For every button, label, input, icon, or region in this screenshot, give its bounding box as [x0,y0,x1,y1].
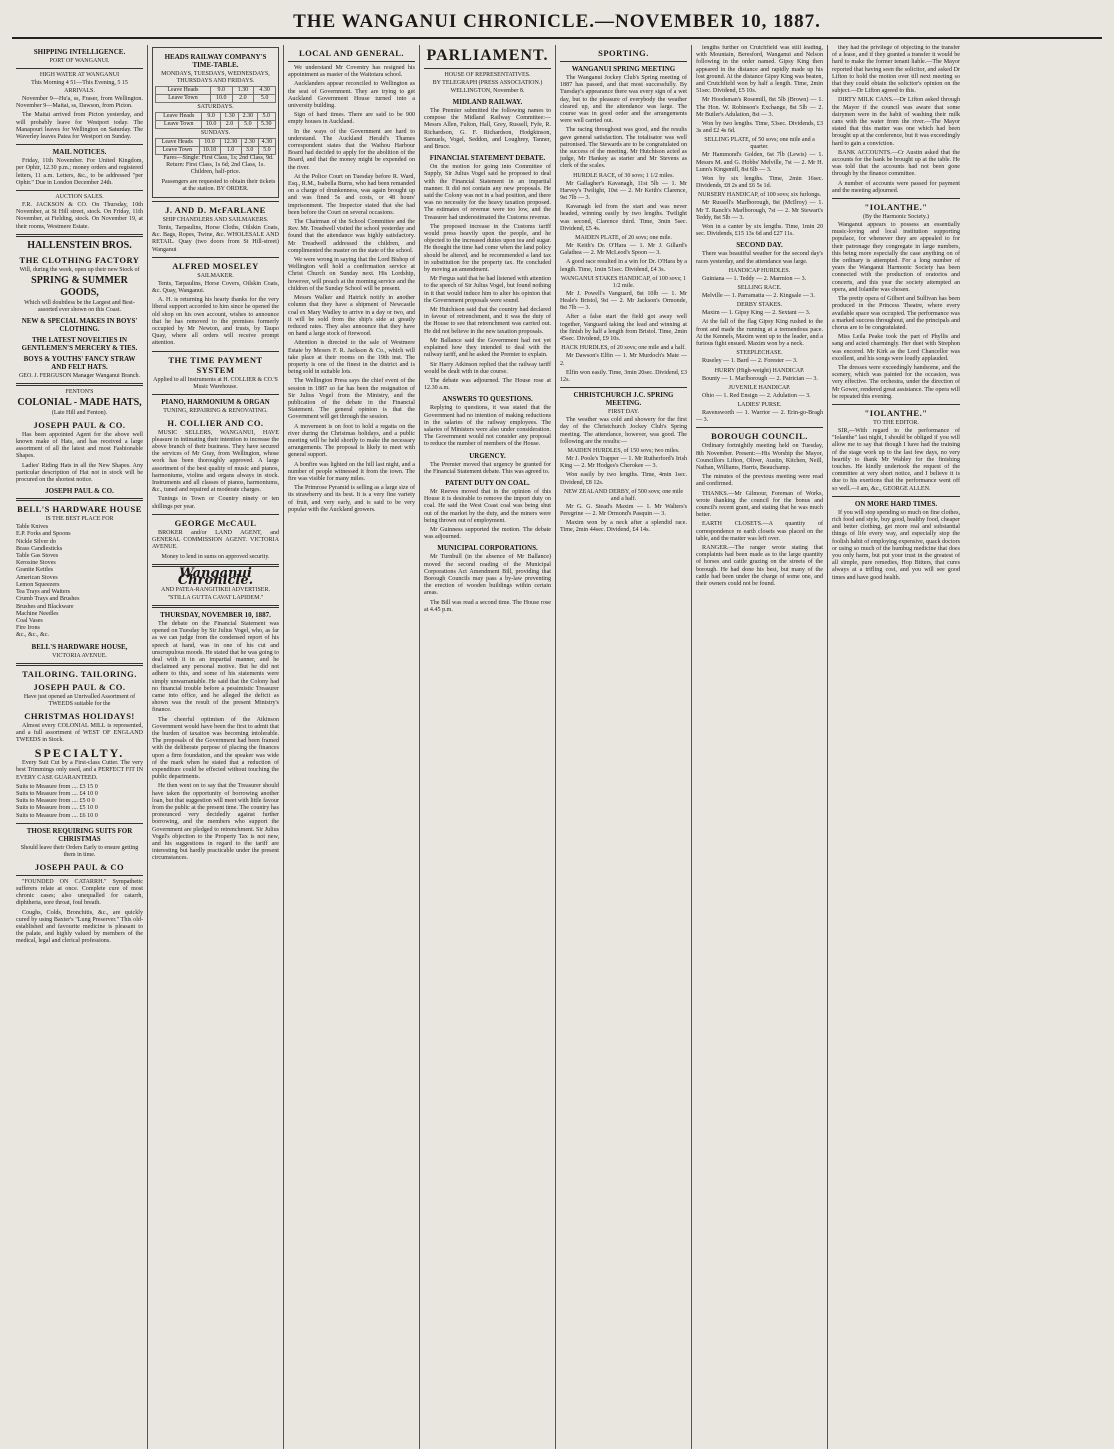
best-place: IS THE BEST PLACE FOR [45,516,114,523]
parl-p12: Mr Guinness supported the motion. The debate was adjourned. [424,526,551,541]
leave-heads-label: Leave Heads [156,87,211,95]
local-p1: We understand Mr Coventry has resigned his appointment as master of the Waitotara school. [288,65,415,79]
parl-p4: Mr Fergus said that he had listened with attention to the speech of Sir Julius Vogel, but found nothing in it that would induce him to alter his opinion that the Government proposals were sound. [424,276,551,304]
column-1 [12,45,148,1449]
parl-p6: Mr Ballance said the Government had not yet explained how they intended to deal with the railway tariff, and he asked the Premier to explain. [424,337,551,359]
steeple-results: Ruseley — 1. Bard — 2. Forester — 3. [702,358,798,365]
mcfarlane-text: Tents, Tarpaulins, Horse Cloths, Oilskin Coats, &c. Bags, Ropes, Twine, &c. WHOLESALE AND RETAIL. Quay (two doors from St Hill-street) Wanganui [152,225,279,253]
c6-p9: The minutes of the previous meeting were read and confirmed. [696,474,823,488]
handicap-results: Mr J. Powell's Vanguard, 8st 10lb — 1. Mr Heale's Bristol, 9st — 2. Mr Jackson's Ormonde, 8st 7lb — 3. [560,290,687,312]
c6-p8: Ordinary fortnightly meeting held on Tuesday, 8th November. Present:—His Worship the Mayor, Councillors Lifton, Oliver, Austin, Kitchen, Neill, Nathan, Williams, Harris, Beauchamp. [696,443,823,471]
hurdles2-title: HANDICAP HURDLES. [728,267,791,274]
clothing-title: THE CLOTHING FACTORY [19,254,140,265]
coughs-text: Coughs, Colds, Bronchitis, &c., are quickly cured by using Baxter's "Lung Preserver." This old-established and favourite medicine is pleasant to the palate, and highly valued by members of the medical, legal and clerical professions. [16,909,143,945]
novelties-title: THE LATEST NOVELTIES IN GENTLEMEN'S MERCERY & TIES. [21,335,138,352]
wjc-title: WANGANUI SPRING MEETING [571,65,676,73]
hardware-item: Kerosine Stoves [16,560,56,567]
sport-p2: The racing throughout was good, and the results gave general satisfaction. The totalisator was well patronised. The Stewards are to be congratulated on the success of the meeting. Mr Hutchison acted as judge, Mr Hankey as starter and Mr Stevens as clerk of the scales. [560,127,687,170]
hurdles2-results: Guiniana — 1. Teddy — 2. Marmion — 3. [702,275,807,282]
suit-price-item: Suits to Measure from .... £5 0 0 [16,798,95,805]
parl-p9: Replying to questions, it was stated that the Government had no intention of making reductions in the salaries of the railway employees. The salaries of Ministers were also under consideration. The Government would not consider any proposal to reduce the number of members of the House. [424,405,551,448]
masthead: THE WANGANUI CHRONICLE.—NOVEMBER 10, 1887. [12,10,1102,39]
hard-times-text: If you will stop spending so much on fine clothes, rich food and style, buy good, healthy food, cheaper and better clothing, get more real and substantial things of life every way, and especially stop the foolish habit of employing expensive, quack doctors or using so much of the humbug medicine that does you only harm, but put your trust in the greatest of all simple, pure remedies, Hop Bitters, that cures always at a trifling cost, and you will see good times and have good health. [832,509,960,581]
c6-p5: Won in a canter by six lengths. Time, 1min 20 sec. Dividends, £15 13s 6d and £27 11s. [696,224,823,238]
derby2-title: DERBY STAKES. [736,302,783,309]
hardware-item: Lemon Squeezers [16,581,60,588]
time-payment-title: THE TIME PAYMENT SYSTEM [168,354,263,375]
colonial-hats-title: COLONIAL - MADE HATS, [17,396,142,408]
george-text: BROKER and/or LAND AGENT, and GENERAL COMMISSION AGENT. VICTORIA AVENUE. [152,529,279,551]
days-1: MONDAYS, TUESDAYS, WEDNESDAYS, THURSDAYS AND FRIDAYS. [161,71,270,84]
specialty-text: Every Suit Cut by a First-class Cutter. The very best Trimmings only used, and a PERFECT FIT IN EVERY CASE GUARANTEED. [16,760,143,781]
those-title: THOSE REQUIRING SUITS FOR CHRISTMAS [26,826,133,843]
hardware-item: Crumb Trays and Brushes [16,596,80,603]
local-p7: We were wrong in saying that the Lord Bishop of Wellington will hold a confirmation service at Christ Church on Sunday next. His Lordship, however, will preach at the morning service and the children of the Sunday School will be present. [288,257,415,292]
column-5 [556,45,692,1449]
collier-text: MUSIC SELLERS, WANGANUI, HAVE pleasure in intimating their intention to increase the above branch of their business. They have secured the services of Mr Gray, from Wellington, whose work has been thoroughly approved. A large assortment of the best quality of music and pianos, harmoniums, violins and organs always in stock. Instruments and all classes of pianos, harmoniums, &c., tuned and repaired at moderate charges. [152,429,279,494]
victoria-text: VICTORIA AVENUE. [52,652,107,659]
sport-p4: A good race resulted in a win for Dr. O'Hara by a length. Time, 1min 51sec. Dividend, £4 3s. [560,259,687,273]
steeple-title: STEEPLECHASE. [736,350,783,357]
juvenile-title: JUVENILE HANDICAP. [728,384,791,391]
issue-date: THURSDAY, NOVEMBER 10, 1887. [160,610,271,619]
hardware-list [16,524,143,639]
reps-title: HOUSE OF REPRESENTATIVES. [444,72,531,78]
c6-p6: There was beautiful weather for the second day's races yesterday, and the attendance was large. [696,251,823,265]
by-harmonic: (By the Harmonic Society.) [863,214,929,221]
place-date: WELLINGTON, November 8. [450,88,525,94]
piano-sub: TUNING, REPAIRING & RENOVATING. [163,407,268,414]
auction-text: F.R. JACKSON & CO. On Thursday, 10th November, at St Hill street, stock. On Friday, 11th November, at Fielding, stock. On November 19, at their rooms, Westmere Estate. [16,202,143,230]
c6-p3: Won by two lengths. Time, 53sec. Dividends, £3 3s and £2 4s 6d. [696,121,823,135]
alfred-sub: SAILMAKER. [197,272,234,279]
george-title: GEORGE McCAUL [174,517,257,528]
parliament-title: PARLIAMENT. [426,47,549,64]
suits-list [16,784,143,820]
handicap-title: WANGANUI STAKES HANDICAP, of 100 sovs; 1 1/2 mile. [560,275,687,289]
column-6 [692,45,828,1449]
late-text: (Late Hill and Fenton). [51,409,108,416]
parl-p5: Mr Hutchison said that the country had declared in favour of retrenchment, and it was the duty of the House to see that retrenchment was carried out. He did not believe in the new taxation proposals. [424,307,551,335]
hardware-item: Fire Irons [16,625,40,632]
borough-title: BOROUGH COUNCIL. [711,431,808,442]
local-p11: A movement is on foot to hold a regatta on the river during the Christmas holidays, and a public meeting will be held shortly to make the necessary arrangements. The proposal is likely to meet with general support. [288,423,415,459]
nursery-results: Mr Russell's Marlborough, 8st (McIlroy) — 1. Mr T. Ranch's Marlborough, 7st — 2. Mr Stewart's Teddy, 8st 5lb — 3. [696,200,823,221]
local-p9: Attention is directed to the sale of Westmere Estate by Messrs F. R. Jackson & Co., which will take place at their rooms on the 19th inst. The property is one of the finest in the district and is being sold in suitable lots. [288,340,415,376]
time-payment-text: Applied to all Instruments at H. COLLIER & CO.'S Music Warehouse. [153,376,278,390]
collier-title: H. COLLIER AND CO. [167,417,264,428]
a-h-text: A. H. is returning his hearty thanks for the very liberal support accorded to him since he opened the old shop on his own account, wishes to announce that he has removed to the premises formerly occupied by Mr Newton, and trusts, by Taupo Quay, where all orders will receive prompt attention. [152,297,279,347]
joseph-paul-2: JOSEPH PAUL & CO. [45,487,114,496]
selling2-results: Melville — 1. Parramatta — 2. Kingsale — 3. [702,293,815,300]
spring-title: SPRING & SUMMER GOODS, [31,274,128,298]
letter-text: SIR,—With regard to the performance of "Iolanthe" last night, I should be obliged if you will allow me to say that though I have had the training of the stage work up to the last few days, no very heartily to thank Mr Wahley for the finishing touches. He kindly undertook the request of the committee at very short notice, and I believe it is due to his exertions that the performance went off so well.—I am, &c., GEORGE ALLEN. [832,427,960,492]
selling-title: SELLING PLATE, of 50 sovs; one mile and a quarter. [704,137,815,151]
shipping-notes: The Maitai arrived from Picton yesterday, and will probably leave for Westport today. The Manapouri leaves for Wellington on Saturday. The Waverley leaves Patea for Westport on Sunday. [16,112,143,141]
christmas-title: CHRISTMAS HOLIDAYS! [24,710,135,721]
joseph-paul-3: JOSEPH PAUL & CO. [33,681,126,692]
high-water-text: This Morning 4 51—This Evening, 5 15 [31,80,128,86]
letter-title: "IOLANTHE." [864,407,928,418]
money-text: Money to lend in sums on approved security. [161,553,270,560]
high-water-title: HIGH WATER AT WANGANUI [39,72,120,78]
spring-text: Which will doubtless be the Largest and Best-assorted ever shown on this Coast. [24,299,135,313]
joseph-paul-1: JOSEPH PAUL & CO. [33,419,126,430]
hardware-item: Machine Needles [16,610,59,617]
hardware-item: Table Knives [16,524,49,531]
fares-text: Fares—Single: First Class, 1s; 2nd Class, 9d. Return: First Class, 1s 6d; 2nd Class, 1s. Children, half-price. [163,155,274,176]
urgency-title: URGENCY. [469,451,506,460]
parl-p8: The debate was adjourned. The House rose at 12.30 a.m. [424,377,551,392]
hack-title: HACK HURDLES, of 20 sovs; one mile and a half. [561,345,686,352]
hardware-item: Table Gas Stoves [16,553,59,560]
riding-text: Ladies' Riding Hats in all the New Shapes. Any particular description of Hat not in stock will be procured on the shortest notice. [16,462,143,484]
sport-p8: Won easily by two lengths. Time, 4min 1sec. Dividend, £8 12s. [560,472,687,486]
first-day: FIRST DAY. [608,409,639,416]
and-text: AND PATEA-RANGITIKEI ADVERTISER. [161,586,270,593]
leader-p3: He then went on to say that the Treasurer should have taken the opportunity of borrowing another loan, but that suggestion will meet with little favour from the public at the present time. The country has pronounced very decidedly against further borrowing, and the members who support the Government are pledged to retrenchment. Sir Julius Vogel's objection to the Property Tax is not new, and his suggestions in regard to the tariff are interesting but hardly practicable under the present circumstances. [152,783,279,862]
parl-p10: The Premier moved that urgency be granted for the Financial Statement debate. This was agreed to. [424,461,551,475]
local-title: LOCAL AND GENERAL. [298,48,405,58]
colonial-mill-text: Almost every COLONIAL MILL is represented, and a full assortment of WEST OF ENGLAND TWEEDS in Stock. [16,722,143,743]
parl-p11: Mr Reeves moved that in the opinion of this House it is desirable to remove the import duty on coal. He said the West Coast coal was being shut out of the market by the duty, and the miners were being thrown out of employment. [424,488,551,524]
hardware-item: American Stoves [16,574,58,581]
parl-p2: On the motion for going into Committee of Supply, Sir Julius Vogel said he proposed to deal with the Financial Statement in an impartial manner. It did not contain any new proposals. He said the Colony was not in a bad position, and there was no necessity for the heavy taxation proposed. The estimates of revenue were too low, and the Treasurer had underestimated the Customs revenue. [424,164,551,221]
derby-results: Mr G. G. Stead's Maxim — 1. Mr Walters's Peregrine — 2. Mr Ormond's Pasquin — 3. [560,503,687,517]
specialty-title: SPECIALTY. [34,746,125,761]
tailoring-text: Have just opened an Unrivalled Assortment of TWEEDS suitable for the [23,693,136,707]
timetable-2: Leave Heads 9.0 1.30 2.30 5.0 Leave Town 10.0 2.0 5.0 5.30 [155,112,276,129]
answers-title: ANSWERS TO QUESTIONS. [442,395,533,404]
auction-title: AUCTION SALES. [55,194,104,201]
fentons-title: FENTON'S [65,388,94,395]
tunings-text: Tunings in Town or Country ninety or ten shillings per year. [152,496,279,510]
local-p5: At the Police Court on Tuesday before R. Ward, Esq., R.M., Isabella Burns, who had been remanded on a charge of drunkenness, was again brought up and was fined 5s and costs, or 48 hours' imprisonment. The Inspector stated that she had been before the Court on several occasions. [288,173,415,216]
local-p4: In the ways of the Government are hard to understand. The Auckland Herald's Thames correspondent states that the Waihou Harbour Board had decided to apply for the abolition of the Board, and that the money might be expended on the river. [288,128,415,171]
c7-p5: Wanganui appears to possess an essentially music-loving and local institution supporting populace, for whenever they are appealed to for their patronage they congregate in large numbers, this being more especially the case anything on of the ordinary is attempted. For a long number of years the Wanganui Harmonic Society has been connected with the production of oratorios and concerts, and this year the society attempted an opera, and Iolanthe was chosen. [832,222,960,293]
suit-price-item: Suits to Measure from .... £5 10 0 [16,805,98,812]
clothing-text: Will, during the week, open up their new Stock of [19,266,140,273]
leader-p1: The debate on the Financial Statement was opened on Tuesday by Sir Julius Vogel, who, as far as we can judge from the condensed report of his speech at hand, was in one of his cut and unscrupulous moods. He stated that he was going to deal with it in an impartial manner, and he disclaimed any personal motive. But he did not adhere to this, and some of his statements were simply unwarrantable. He said that the Colony had no financial trouble before a pessimistic Treasurer came into office, and he alleged the deficit as shown was the result of the present Ministry's finance. [152,620,279,714]
chronicle-title: Wanganui Chronicle. [177,565,254,588]
local-p13: The Primrose Pyramid is selling as a large size of its strawberry and its best. It is a very fine variety of fruit, and very early, and is said to be very popular with the Auckland growers. [288,485,415,513]
ladies-results: Ravensworth — 1. Warrior — 2. Erin-go-Bragh — 3. [696,409,823,424]
sundays-label: SUNDAYS. [200,130,231,136]
hallenstein-title: HALLENSTEIN BROS. [27,239,132,251]
parl-p3: The proposed increase in the Customs tariff would press heavily upon the people, and he objected to the increased duties upon tea and sugar. He thought the time had come when the land policy should be altered, and he recommended a land tax in substitution for the property tax. He concluded by moving an amendment. [424,223,551,274]
to-editor: TO THE EDITOR. [873,419,919,426]
column-3 [284,45,420,1449]
municipal-title: MUNICIPAL CORPORATIONS. [437,544,538,553]
parl-p14: The Bill was read a second time. The House rose at 4.45 p.m. [424,599,551,613]
column-4 [420,45,556,1449]
hardware-item: &c., &c., &c. [16,632,49,639]
weight-title: HURRY (High-weight) HANDICAP. [714,367,805,374]
mail-title: MAIL NOTICES. [52,148,107,157]
c6-p10: THANKS.—Mr Gilmour, Foreman of Works, wrote thanking the council for the bonus and council's recent grant, and stating that he was much better. [696,490,823,519]
local-p12: A bonfire was lighted on the hill last night, and a number of people witnessed it from the town. The fire was visible for many miles. [288,461,415,482]
those-text: Should leave their Orders Early to ensure getting them in time. [20,844,139,858]
hardware-item: E.P. Forks and Spoons [16,531,71,538]
sport-p3: Kavanagh led from the start and was never headed, winning easily by two lengths. Twilight was second, Clarence third. Time, 3min 5sec. Dividend, £5 4s. [560,204,687,232]
order-text: Passengers are requested to obtain their tickets at the station. BY ORDER. [161,178,276,192]
piano-title: PIANO, HARMONIUM & ORGAN [161,397,270,406]
sport-p9: Maxim won by a neck after a splendid race. Time, 2min 44sec. Dividend, £4 14s. [560,520,687,534]
c6-p7: At the fall of the flag Gipsy King rushed to the front and made the running at a tremendous pace. At the Kennels, Maxim went up to the leader, and a furious fight ensued. Maxim won by a neck. [696,319,823,348]
mail-text: Friday, 11th November. For United Kingdom, per Ophir, 12.30 p.m.; money orders and registered letters, 11 a.m. Letters, &c., to be addressed "per Ophir." Due in London December 24th. [16,158,143,186]
juvenile-results: Ohio — 1. Red Ensign — 2. Adulation — 3. [702,392,811,399]
christchurch-title: CHRISTCHURCH J.C. SPRING MEETING. [573,391,674,408]
timetable-3: Leave Heads 10.0 12.30 2.30 4.30 Leave Town 10.10 1.0 3.0 5.0 [155,138,276,155]
stakes-title: MAIDEN HURDLES, of 150 sovs; two miles. [567,447,680,454]
nursery-title: NURSERY HANDICAP, of 100 sovs; six furlongs. [697,192,822,199]
mcfarlane-title: J. AND D. McFARLANE [165,205,266,216]
hardware-item: Tea Trays and Waiters [16,589,70,596]
c7-p7: Miss Leila Peake took the part of Phyllis and sang and acted charmingly. Her duet with Strephon was encored. Mr Kirk as the Lord Chancellor was excellent, and his songs were loudly applauded. [832,334,960,362]
selling2-title: SELLING RACE. [737,285,782,292]
local-p3: Sign of hard times. There are said to be 900 empty houses in Auckland. [288,112,415,126]
saturdays-label: SATURDAYS. [197,104,234,110]
c6-p2: Mr Hoodsman's Rosemill, 8st 5lb (Brown) — 1. The Hon. W. Robinson's Exchange, 8st 5lb — 2. Mr Butler's Adulation, 8st — 3. [696,97,823,118]
alfred-text: Tents, Tarpaulins, Horse Covers, Oilskin Coats, &c. Quay, Wanganui. [152,280,279,295]
derby-title: NEW ZEALAND DERBY, of 500 sovs; one mile and a half. [563,488,684,502]
heads-title: HEADS RAILWAY COMPANY'S TIME-TABLE. [164,53,267,69]
hardware-item: Nickle Silver do [16,538,56,545]
arrivals-title: ARRIVALS. [64,88,95,94]
bells-title-2: BELL'S HARDWARE HOUSE, [31,642,128,651]
maiden-title: MAIDEN PLATE, of 20 sovs; one mile. [575,235,672,242]
hurdle-results: Mr Gallagher's Kavanagh, 11st 5lb — 1. Mr Harvey's Twilight, 10st — 2. Mr Keith's Clarence, 9st 7lb — 3. [560,180,687,202]
alfred-title: ALFRED MOSELEY [172,260,259,271]
c7-p4: A number of accounts were passed for payment and the meeting adjourned. [832,180,960,194]
timetable-1: Leave Heads 9.0 1.30 4.30 Leave Town 10.0 2.0 5.0 [155,86,276,103]
iolanthe-title: "IOLANTHE." [864,202,928,213]
catarrh-text: "FOUNDED ON CATARRH." Sympathetic sufferers relate at once. Complete cure of most chronic cases; also unequalled for catarrh, diphtheria, sore throat, foul breath. [16,878,143,907]
sport-p6: Elfin won easily. Time, 3min 20sec. Dividend, £3 12s. [560,369,687,383]
bells-title: BELL'S HARDWARE HOUSE [17,504,142,515]
column-7 [828,45,964,1449]
sport-p7: The weather was cold and showery for the first day of the Christchurch Jockey Club's Spring meeting. The attendance, however, was good. The following are the results:— [560,417,687,445]
suit-price-item: Suits to Measure from .... £3 15 0 [16,783,98,790]
fin-title: FINANCIAL STATEMENT DEBATE. [429,154,546,163]
stakes-results: Mr J. Poole's Trapper — 1. Mr Rutherford's Irish King — 2. Mr Hodges's Cherokee — 3. [560,455,687,470]
midland-title: MIDLAND RAILWAY. [452,98,523,106]
boys-title: BOYS & YOUTHS' FANCY STRAW AND FELT HATS. [23,354,136,371]
sport-p1: The Wanganui Jockey Club's Spring meeting of 1887 has passed, and that most successfully. By Tuesday's appearance there was every sign of a wet day, but to the pleasure of everybody the weather cleared up, and the attendance was large. The course was in good order and the arrangements were well carried out. [560,75,687,125]
suit-price-item: Suits to Measure from .... £4 10 0 [16,790,98,797]
hard-times-title: ON MORE HARD TIMES. [854,499,938,508]
columns [12,45,1102,1449]
parl-p13: Mr Turnbull (in the absence of Mr Ballance) moved the second reading of the Municipal Corporations Act Amendment Bill, providing that Borough Councils may pass a by-law preventing the erection of wooden buildings within certain areas. [424,554,551,597]
selling-results: Mr Hammond's Golden, 6st 7lb (Lewis) — 1. Messrs M. and G. Hobbs' Melville, 7st — 2. Mr H. Lunn's Kingsmill, 8st 6lb — 3. [696,152,823,173]
shipping-title: SHIPPING INTELLIGENCE. [33,48,126,56]
local-p10: The Wellington Press says the chief event of the session in 1887 so far has been the resignation of Sir Julius Vogel from the Ministry, and the publication of the debate in the Financial Statement. The general opinion is that the Government will get through the session. [288,378,415,421]
c6-p1: lengths further on Crutchfield was still leading, with Mountain, Beresford, Wanganui and Nelson following in the order named. Gipsy King then appeared in the distance and rapidly made up his lost ground. At the distance Gipsy King was beaten, and Crutchfield won by half a length. Time, 2min 51sec. Dividend, £5 10s. [696,45,823,95]
parl-p1: The Premier submitted the following names to compose the Midland Railway Committee:—Messrs Allen, Fulton, Hall, Grey, Russell, Fyfe, R. Richardson, G. F. Richardson, Hodgkinson, Samuels, Vogel, Seddon, and Loughrey, Tanner, and Bruce. [424,108,551,151]
hardware-item: Brass Candlesticks [16,545,63,552]
sport-p5: After a false start the field got away well together, Vanguard taking the lead and winning at the finish by half a length from Bristol. Time, 2min 45sec. Dividend, £9 10s. [560,314,687,343]
leader-p2: The cheerful optimism of the Atkinson Government would have been the first to admit that the burden of taxation was becoming intolerable. The proposals of the Government had been framed with the deliberate purpose of placing the finances upon a firm foundation, and the speaker was wide of the mark when he stated that a reduction of expenditure could be effected without touching the public departments. [152,716,279,781]
c7-p2: DIRTY MILK CANS.—Dr Lifton asked through the Mayor if the council was aware that some dairymen were in the habit of washing their milk cans with the water from the river.—The Mayor stated that this matter was one which had been brought up at the conference, but it was exceedingly hard to gain a conviction. [832,97,960,147]
hardware-item: Granite Kettles [16,567,54,574]
weight-results: Bounty — 1. Marlborough — 2. Patrician — 3. [702,375,818,382]
suit-price-item: Suits to Measure from .... £6 10 0 [16,812,98,819]
hurdle-title: HURDLE RACE, of 30 sovs; 1 1/2 miles. [573,172,674,179]
hardware-item: Brushes and Blackware [16,603,74,610]
motto: "STILLA GUTTA CAVAT LAPIDEM." [167,594,264,601]
port-title: PORT OF WANGANUI. [49,58,110,64]
heads-railway-ad [152,47,279,198]
ladies-title: LADIES' PURSE. [737,401,782,408]
maiden-results: Mr Keith's Dr. O'Hara — 1. Mr J. Gillard's Galathea — 2. Mr McLeod's Spoon — 3. [560,243,687,257]
parl-p7: Sir Harry Atkinson replied that the railway tariff would be dealt with in due course. [424,361,551,375]
c6-p11: EARTH CLOSETS.—A quantity of correspondence re earth closets was placed on the table, and the matter was left over. [696,521,823,542]
hats-text: Has been appointed Agent for the above well known make of Hats, and has received a large assortment of all the latest and most Fashionable Shapes. [16,431,143,460]
c6-p12: RANGER.—The ranger wrote stating that complaints had been made as to the large quantity of horses and cattle grazing on the streets of the borough. He had done his best, but many of the cattle had been under the charge of some one, and their owners could not be found. [696,544,823,587]
local-p8: Messrs Walker and Hatrick notify in another column that they have a shipment of Newcastle coal ex Mary Wadley to arrive in a day or two, and it will be sold from the ship's side at greatly reduced rates. They also announce that they have on hand a large stock of firewood. [288,295,415,338]
leave-town-label: Leave Town [156,95,211,103]
column-2 [148,45,284,1449]
tailoring-title: TAILORING. TAILORING. [22,668,137,679]
sporting-title: SPORTING. [598,48,649,58]
mcfarlane-sub: SHIP CHANDLERS AND SAILMAKERS. [162,217,269,224]
local-p2: Aucklanders appear reconciled to Wellington as the seat of Government. They are trying to get Auckland Government House turned into a university building. [288,81,415,110]
local-p6: The Chairman of the School Committee and the Rev. Mr. Treadwell visited the school yesterday and found that the attendance was highly satisfactory. Mr Treadwell addressed the children, and complimented the master on the state of the school. [288,219,415,254]
manager-text: GEO. J. FERGUSON Manager Wanganui Branch. [18,372,141,379]
hardware-item: Coal Vases [16,617,43,624]
hack-results: Mr Dawson's Elfin — 1. Mr Murdoch's Mate — 2. [560,353,687,367]
arrivals-text: November 9—Hu'a, ss, Fraser, from Wellington. November 9—Maitai, ss, Dawson, from Picton. [16,96,143,110]
derby2-results: Maxim — 1. Gipsy King — 2. Sextant — 3. [702,310,811,317]
c7-p8: The dresses were exceedingly handsome, and the scenery, which was painted for the occasion, was very effective. The orchestra, under the direction of Mr Gower, rendered great assistance. The opera will be repeated this evening. [832,364,960,400]
c7-p6: The pretty opera of Gilbert and Sullivan has been produced in the Princess Theatre, where every available space was occupied. The performance was a marked success throughout, and the principals and chorus are to be congratulated. [832,296,960,331]
second-day: SECOND DAY. [736,241,783,250]
patent-title: PATENT DUTY ON COAL. [445,478,530,487]
makes-title: NEW & SPECIAL MAKES IN BOYS' CLOTHING. [21,316,138,333]
by-telegraph: BY TELEGRAPH (PRESS ASSOCIATION.) [432,80,543,86]
joseph-paul-4: JOSEPH PAUL & CO [34,861,125,872]
c7-p3: BANK ACCOUNTS.—Cr Austin asked that the accounts for the bank be brought up at the table. He was told that the accounts had not been gone through by the finance committee. [832,149,960,178]
c6-p4: Won by six lengths. Time, 2min 16sec. Dividends, £8 2s and £6 5s 1d. [696,176,823,190]
c7-p1: they had the privilege of objecting to the transfer of a lease, and if they granted a transfer it would be hard to make the former tenant liable.—The Mayor reported that having seen the solicitor, and asked Dr Lifton to hold the motion over till next meeting so that they could obtain the solicitor's opinion on the subject.—Dr Lifton agreed to this. [832,45,960,95]
